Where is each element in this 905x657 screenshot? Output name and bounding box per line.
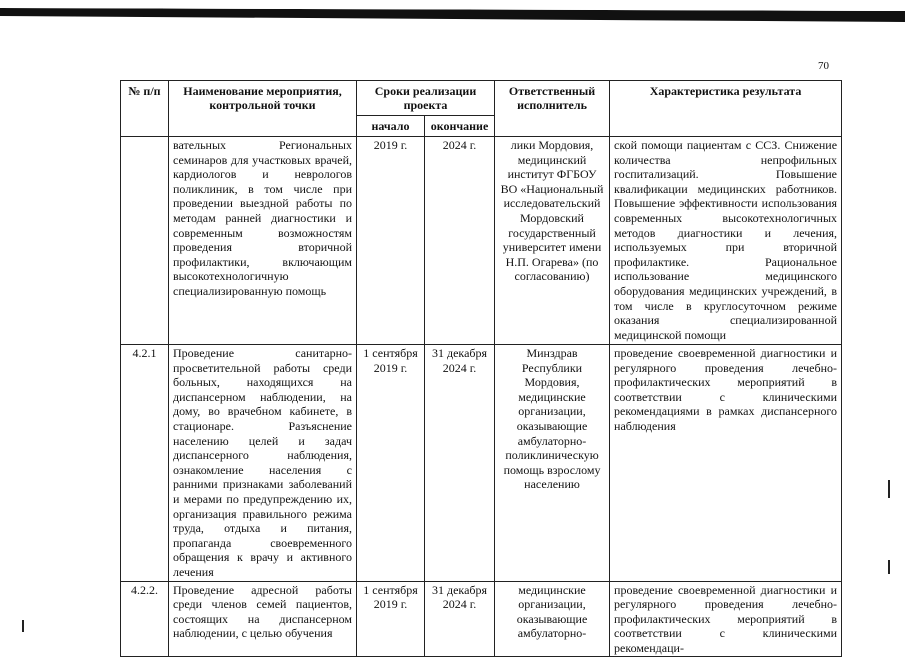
row-result: ской помощи пациентам с ССЗ. Снижение количества непрофильных госпитализаций. Повышение квалификации медицинских работников. Повышение эффективности использования современных высокотехнологичных методов диагностики и лечения, используемых при вторичной профилактике. Рациональное использование медицинского оборудования медицинских учреждений, в том числе в круглосуточном режиме оказания специализированной медицинской помощи xyxy=(610,137,842,345)
row-executor: Минздрав Республики Мордовия, медицинские организации, оказывающие амбулаторно-поликлиническую помощь взрослому населению xyxy=(495,345,610,582)
row-executor: медицинские организации, оказывающие амбулаторно- xyxy=(495,581,610,657)
row-start-date: 2019 г. xyxy=(357,137,425,345)
scan-edge-mark xyxy=(888,480,890,498)
header-measure-name: Наименование мероприятия, контрольной точки xyxy=(169,81,357,137)
row-number: 4.2.2. xyxy=(121,581,169,657)
row-end-date: 31 декабря 2024 г. xyxy=(425,581,495,657)
row-measure-name: Проведение адресной работы среди членов семей пациентов, состоящих на диспансерном наблюдении, с целью обучения xyxy=(169,581,357,657)
row-result: проведение своевременной диагностики и регулярного проведения лечебно-профилактических мероприятий в соответствии с клиническими рекомендациями в рамках диспансерного наблюдения xyxy=(610,345,842,582)
row-end-date: 31 декабря 2024 г. xyxy=(425,345,495,582)
row-start-date: 1 сентября 2019 г. xyxy=(357,581,425,657)
table-row xyxy=(121,137,842,345)
row-number: 4.2.1 xyxy=(121,345,169,582)
header-start: начало xyxy=(357,116,425,137)
header-end: окончание xyxy=(425,116,495,137)
row-measure-name: Проведение санитарно-просветительной работы среди больных, находящихся на диспансерном наблюдении, на дому, во врачебном кабинете, в стационаре. Разъяснение населению целей и задач диспансерного наблюдения, ознакомление населения с ранними признаками заболеваний и мерами по предупреждению их, организация правильного режима труда, отдыха и питания, пропаганда своевременного обращения к врачу и активного лечения xyxy=(169,345,357,582)
row-start-date: 1 сентября 2019 г. xyxy=(357,345,425,582)
header-number: № п/п xyxy=(121,81,169,137)
header-period: Сроки реализации проекта xyxy=(357,81,495,116)
scan-edge-mark xyxy=(22,620,24,632)
scan-edge-mark xyxy=(888,560,890,574)
row-executor: лики Мордовия, медицинский институт ФГБОУ ВО «Национальный исследовательский Мордовский государственный университет имени Н.П. Огарева» (по согласованию) xyxy=(495,137,610,345)
header-result: Характеристика результата xyxy=(610,81,842,137)
table-row xyxy=(121,345,842,582)
row-end-date: 2024 г. xyxy=(425,137,495,345)
header-row xyxy=(121,81,842,116)
scan-shadow-bar xyxy=(0,0,905,22)
row-measure-name: вательных Региональных семинаров для участковых врачей, кардиологов и неврологов поликлиник, в том числе при проведении выездной работы по методам ранней диагностики и современным возможностям проведения вторичной профилактики, включающим высокотехнологичную специализированную помощь xyxy=(169,137,357,345)
table-row xyxy=(121,581,842,657)
row-result: проведение своевременной диагностики и регулярного проведения лечебно-профилактических мероприятий в соответствии с клиническими рекомендаци- xyxy=(610,581,842,657)
row-number xyxy=(121,137,169,345)
page-number: 70 xyxy=(818,60,829,72)
header-executor: Ответственный исполнитель xyxy=(495,81,610,137)
measures-table xyxy=(120,80,842,657)
